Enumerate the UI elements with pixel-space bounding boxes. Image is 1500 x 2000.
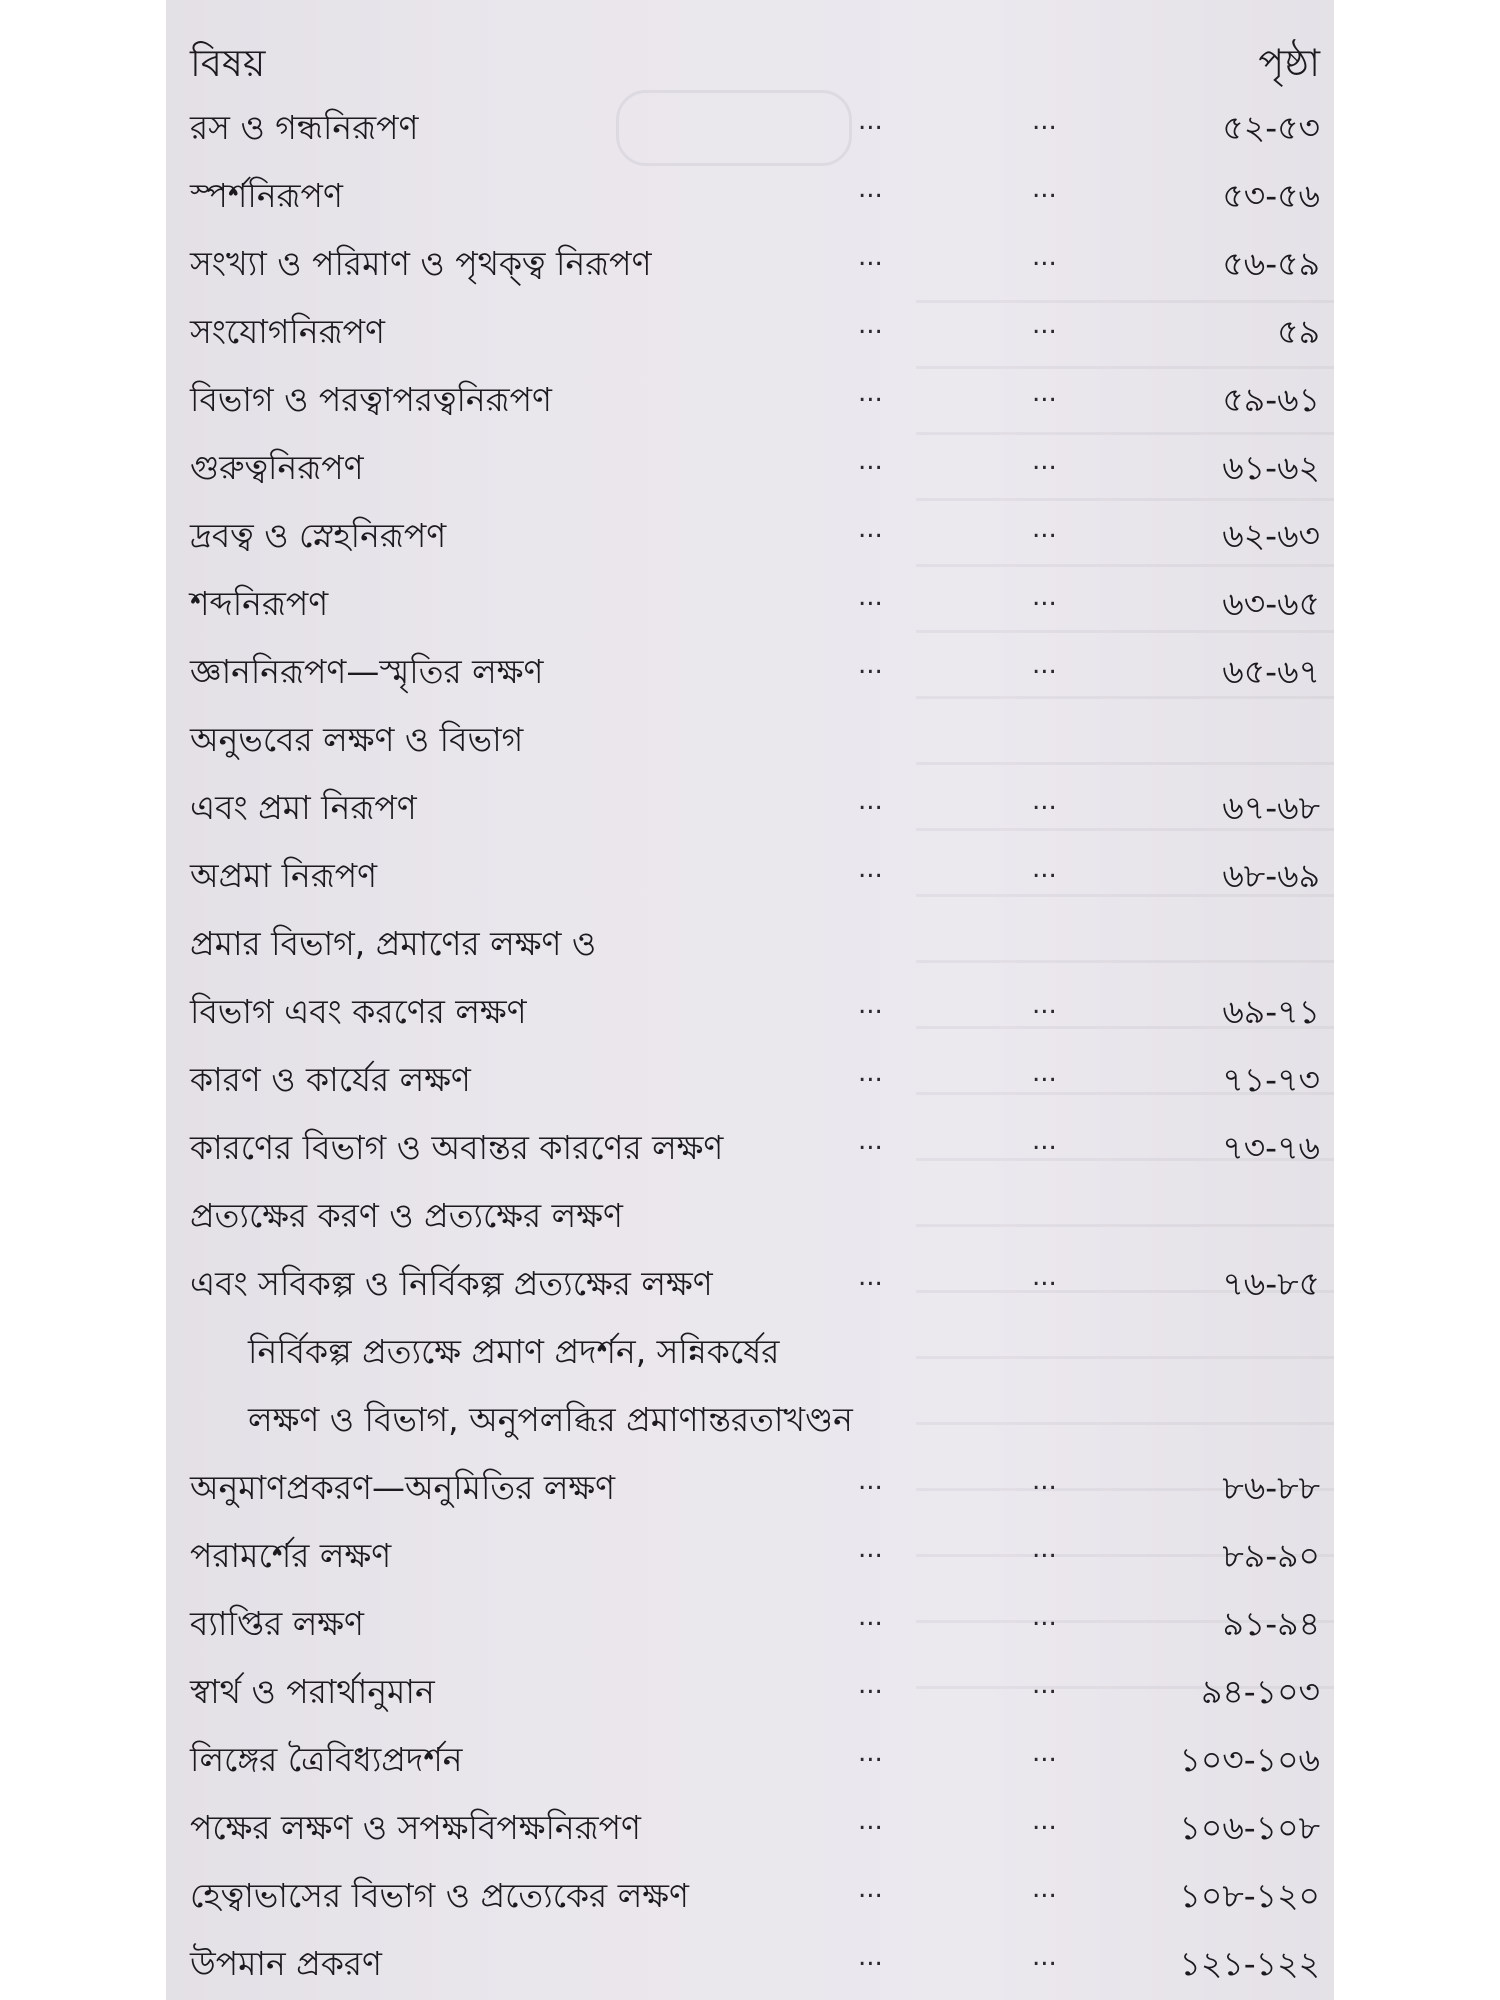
toc-entry-title: অনুভবের লক্ষণ ও বিভাগ [190, 720, 524, 759]
toc-entry [186, 226, 1320, 294]
leader-dots: ... [858, 582, 883, 612]
toc-entry [186, 1654, 1320, 1722]
toc-entry-title: ব্যাপ্তির লক্ষণ [190, 1604, 364, 1643]
toc-entry-title: এবং প্রমা নিরূপণ [190, 788, 417, 827]
toc-entry [186, 1042, 1320, 1110]
leader-dots: ... [1032, 106, 1057, 136]
toc-entry-pages: ৮৬-৮৮ [1222, 1468, 1320, 1507]
toc-entry-title: কারণ ও কার্যের লক্ষণ [190, 1060, 471, 1099]
leader-dots: ... [1032, 1738, 1057, 1768]
toc-entry [186, 1382, 1320, 1450]
leader-dots: ... [1032, 990, 1057, 1020]
toc-entry-pages: ৯১-৯৪ [1222, 1604, 1320, 1643]
toc-entry-title: স্বার্থ ও পরার্থানুমান [190, 1672, 435, 1711]
toc-entry-pages: ১০৩-১০৬ [1179, 1740, 1320, 1779]
leader-dots: ... [1032, 242, 1057, 272]
toc-entry-pages: ৬৩-৬৫ [1222, 584, 1320, 623]
toc-entry-title: স্পর্শনিরূপণ [190, 176, 343, 215]
toc-entry-pages: ৬৮-৬৯ [1222, 856, 1320, 895]
leader-dots: ... [1032, 1806, 1057, 1836]
toc-entry [186, 1586, 1320, 1654]
leader-dots: ... [1032, 174, 1057, 204]
toc-entry [186, 362, 1320, 430]
leader-dots: ... [1032, 1126, 1057, 1156]
toc-entry-pages: ৭৬-৮৫ [1222, 1264, 1320, 1303]
toc-entry [186, 838, 1320, 906]
leader-dots: ... [1032, 786, 1057, 816]
toc-entry-title: কারণের বিভাগ ও অবান্তর কারণের লক্ষণ [190, 1128, 724, 1167]
toc-entry-pages: ৫৯-৬১ [1222, 380, 1320, 419]
leader-dots: ... [1032, 1262, 1057, 1292]
leader-dots: ... [1032, 446, 1057, 476]
leader-dots: ... [858, 310, 883, 340]
leader-dots: ... [1032, 1874, 1057, 1904]
leader-dots: ... [858, 378, 883, 408]
leader-dots: ... [858, 1466, 883, 1496]
leader-dots: ... [858, 1942, 883, 1972]
book-page [166, 0, 1334, 2000]
toc-entry-title: প্রমার বিভাগ, প্রমাণের লক্ষণ ও [190, 924, 597, 963]
toc-entry-pages: ৫৩-৫৬ [1222, 176, 1320, 215]
leader-dots: ... [858, 786, 883, 816]
toc-entry [186, 1926, 1320, 1994]
toc-entry-pages: ৮৯-৯০ [1222, 1536, 1320, 1575]
toc-entry-pages: ৬২-৬৩ [1222, 516, 1320, 555]
toc-entry-title: প্রত্যক্ষের করণ ও প্রত্যক্ষের লক্ষণ [190, 1196, 623, 1235]
toc-entry-title: নির্বিকল্প প্রত্যক্ষে প্রমাণ প্রদর্শন, সন্নিকর্ষের [248, 1332, 780, 1371]
leader-dots: ... [858, 1058, 883, 1088]
toc-entry [186, 1314, 1320, 1382]
toc-list [186, 90, 1320, 1994]
leader-dots: ... [1032, 514, 1057, 544]
toc-entry [186, 566, 1320, 634]
leader-dots: ... [858, 1126, 883, 1156]
toc-entry-title: বিভাগ এবং করণের লক্ষণ [190, 992, 527, 1031]
toc-entry [186, 702, 1320, 770]
toc-entry [186, 770, 1320, 838]
toc-entry-title: রস ও গন্ধনিরূপণ [190, 108, 419, 147]
toc-entry-title: হেত্বাভাসের বিভাগ ও প্রত্যেকের লক্ষণ [190, 1876, 689, 1915]
toc-header [186, 26, 1320, 86]
leader-dots: ... [1032, 1670, 1057, 1700]
toc-entry [186, 90, 1320, 158]
toc-entry-title: শব্দনিরূপণ [190, 584, 329, 623]
leader-dots: ... [858, 1262, 883, 1292]
toc-entry [186, 1246, 1320, 1314]
toc-entry [186, 1110, 1320, 1178]
leader-dots: ... [858, 650, 883, 680]
toc-entry-pages: ৬৯-৭১ [1222, 992, 1320, 1031]
toc-entry-pages: ১০৮-১২০ [1179, 1876, 1320, 1915]
leader-dots: ... [1032, 378, 1057, 408]
leader-dots: ... [1032, 1942, 1057, 1972]
toc-entry-title: লিঙ্গের ত্রৈবিধ্যপ্রদর্শন [190, 1740, 463, 1779]
toc-entry-title: জ্ঞাননিরূপণ—স্মৃতির লক্ষণ [190, 652, 544, 691]
toc-entry [186, 1858, 1320, 1926]
leader-dots: ... [858, 106, 883, 136]
toc-entry [186, 1722, 1320, 1790]
toc-entry-pages: ৫৯ [1277, 312, 1320, 351]
toc-entry-pages: ১০৬-১০৮ [1179, 1808, 1320, 1847]
leader-dots: ... [858, 1806, 883, 1836]
toc-entry [186, 906, 1320, 974]
leader-dots: ... [1032, 1058, 1057, 1088]
leader-dots: ... [858, 1670, 883, 1700]
toc-entry [186, 1178, 1320, 1246]
toc-entry-title: অপ্রমা নিরূপণ [190, 856, 378, 895]
leader-dots: ... [1032, 310, 1057, 340]
toc-entry-title: লক্ষণ ও বিভাগ, অনুপলব্ধির প্রমাণান্তরতাখণ্ডন [248, 1400, 853, 1439]
toc-entry [186, 634, 1320, 702]
leader-dots: ... [1032, 1466, 1057, 1496]
toc-entry-title: সংখ্যা ও পরিমাণ ও পৃথক্ত্ব নিরূপণ [190, 244, 652, 283]
toc-entry-title: গুরুত্বনিরূপণ [190, 448, 364, 487]
toc-entry-pages: ৭১-৭৩ [1222, 1060, 1320, 1099]
leader-dots: ... [1032, 582, 1057, 612]
leader-dots: ... [1032, 650, 1057, 680]
toc-entry [186, 430, 1320, 498]
toc-entry-title: সংযোগনিরূপণ [190, 312, 385, 351]
leader-dots: ... [858, 1534, 883, 1564]
leader-dots: ... [858, 1602, 883, 1632]
toc-entry-pages: ৬১-৬২ [1222, 448, 1320, 487]
leader-dots: ... [858, 1738, 883, 1768]
toc-entry-pages: ৬৭-৬৮ [1222, 788, 1320, 827]
leader-dots: ... [1032, 1534, 1057, 1564]
toc-entry [186, 294, 1320, 362]
toc-entry-pages: ১২১-১২২ [1179, 1944, 1320, 1983]
leader-dots: ... [858, 1874, 883, 1904]
toc-entry [186, 1518, 1320, 1586]
leader-dots: ... [858, 242, 883, 272]
page-column-label: পৃষ্ঠা [1258, 41, 1320, 85]
leader-dots: ... [1032, 1602, 1057, 1632]
toc-entry-title: পরামর্শের লক্ষণ [190, 1536, 392, 1575]
toc-entry [186, 158, 1320, 226]
toc-entry [186, 498, 1320, 566]
toc-entry-title: পক্ষের লক্ষণ ও সপক্ষবিপক্ষনিরূপণ [190, 1808, 641, 1847]
toc-entry-title: এবং সবিকল্প ও নির্বিকল্প প্রত্যক্ষের লক্ষণ [190, 1264, 713, 1303]
toc-entry [186, 974, 1320, 1042]
leader-dots: ... [858, 514, 883, 544]
leader-dots: ... [1032, 854, 1057, 884]
toc-entry [186, 1790, 1320, 1858]
subject-column-label: বিষয় [190, 41, 266, 85]
toc-entry-pages: ৫৬-৫৯ [1222, 244, 1320, 283]
leader-dots: ... [858, 990, 883, 1020]
toc-entry-title: দ্রবত্ব ও স্নেহনিরূপণ [190, 516, 447, 555]
leader-dots: ... [858, 174, 883, 204]
toc-entry-pages: ৯৪-১০৩ [1200, 1672, 1320, 1711]
toc-entry-title: উপমান প্রকরণ [190, 1944, 383, 1983]
toc-entry-pages: ৫২-৫৩ [1222, 108, 1320, 147]
toc-entry [186, 1450, 1320, 1518]
toc-entry-title: বিভাগ ও পরত্বাপরত্বনিরূপণ [190, 380, 553, 419]
toc-entry-pages: ৬৫-৬৭ [1222, 652, 1320, 691]
leader-dots: ... [858, 854, 883, 884]
toc-entry-title: অনুমাণপ্রকরণ—অনুমিতির লক্ষণ [190, 1468, 616, 1507]
toc-entry-pages: ৭৩-৭৬ [1222, 1128, 1320, 1167]
leader-dots: ... [858, 446, 883, 476]
